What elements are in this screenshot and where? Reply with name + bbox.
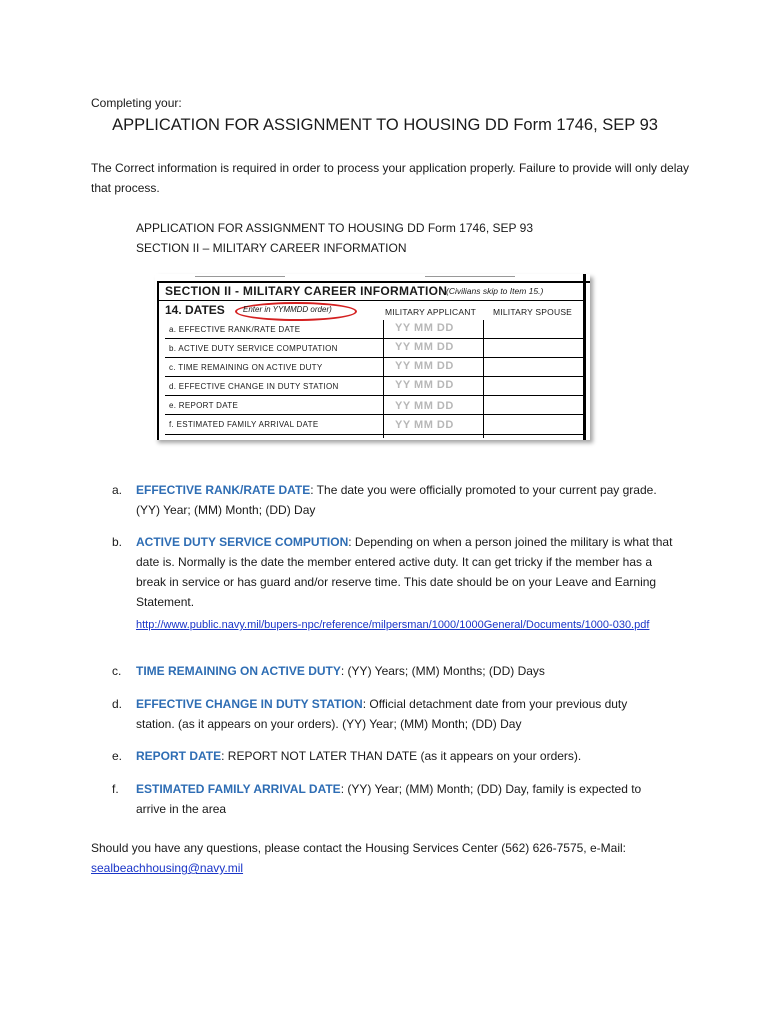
list-item bbox=[136, 661, 676, 681]
item-text: : Depending on when a person joined the military is what that date is. Normally is the date the member entered active duty. It can get tricky if the member has a break in service or has guard and/or reserve time. This date should be on your Leave and Earning Statement. bbox=[136, 535, 673, 609]
list-marker: a. bbox=[112, 483, 123, 497]
form-row-label: a. EFFECTIVE RANK/RATE DATE bbox=[169, 325, 301, 334]
contact-text: Should you have any questions, please contact the Housing Services Center (562) 626-7575, e-Mail: bbox=[91, 841, 626, 855]
faded-field-line bbox=[425, 274, 515, 277]
form-item-label: 14. DATES bbox=[165, 303, 225, 317]
form-row-label: d. EFFECTIVE CHANGE IN DUTY STATION bbox=[169, 382, 339, 391]
email-link[interactable]: sealbeachhousing@navy.mil bbox=[91, 861, 244, 875]
subheading-section: SECTION II – MILITARY CAREER INFORMATION bbox=[136, 241, 407, 255]
list-item bbox=[136, 746, 676, 766]
list-marker: b. bbox=[112, 535, 123, 549]
milpersman-link[interactable]: http://www.public.navy.mil/bupers-npc/reference/milpersman/1000/1000General/Documents/1000-030.pdf bbox=[136, 619, 650, 631]
faded-field-line bbox=[195, 274, 285, 277]
item-text: : (YY) Year; (MM) Month; (DD) Day, family is expected to arrive in the area bbox=[136, 782, 642, 816]
list-item bbox=[136, 480, 676, 520]
form-section-title: SECTION II - MILITARY CAREER INFORMATION bbox=[165, 284, 448, 298]
form-row-line bbox=[165, 434, 585, 435]
list-marker: f. bbox=[112, 782, 119, 796]
form-row-value: YY MM DD bbox=[395, 400, 454, 412]
form-excerpt-image bbox=[155, 274, 590, 440]
item-text: : Official detachment date from your previous duty station. (as it appears on your orders). (YY) Year; (MM) Month; (DD) Day bbox=[136, 697, 628, 731]
form-row-line bbox=[165, 357, 585, 358]
subheading-form: APPLICATION FOR ASSIGNMENT TO HOUSING DD Form 1746, SEP 93 bbox=[136, 221, 533, 235]
item-text: : The date you were officially promoted to your current pay grade. (YY) Year; (MM) Month; (DD) Day bbox=[136, 483, 657, 517]
form-section-note: (Civilians skip to Item 15.) bbox=[446, 286, 544, 296]
contact-paragraph bbox=[91, 838, 691, 878]
item-term: ESTIMATED FAMILY ARRIVAL DATE bbox=[136, 782, 341, 796]
list-marker: e. bbox=[112, 749, 123, 763]
form-row-line bbox=[165, 414, 585, 415]
item-term: REPORT DATE bbox=[136, 749, 222, 763]
item-term: EFFECTIVE CHANGE IN DUTY STATION bbox=[136, 697, 363, 711]
form-row-label: e. REPORT DATE bbox=[169, 401, 239, 410]
document-title: APPLICATION FOR ASSIGNMENT TO HOUSING DD Form 1746, SEP 93 bbox=[112, 116, 658, 134]
list-marker: d. bbox=[112, 697, 123, 711]
item-text: : REPORT NOT LATER THAN DATE (as it appears on your orders). bbox=[221, 749, 582, 763]
item-term: ACTIVE DUTY SERVICE COMPUTION bbox=[136, 535, 349, 549]
list-item bbox=[136, 532, 676, 635]
item-term: EFFECTIVE RANK/RATE DATE bbox=[136, 483, 311, 497]
list-marker: c. bbox=[112, 664, 122, 678]
form-row-value: YY MM DD bbox=[395, 341, 454, 353]
list-item bbox=[136, 694, 656, 734]
item-text: : (YY) Years; (MM) Months; (DD) Days bbox=[340, 664, 545, 678]
form-row-label: b. ACTIVE DUTY SERVICE COMPUTATION bbox=[169, 344, 338, 353]
form-row-line bbox=[165, 376, 585, 377]
form-row-value: YY MM DD bbox=[395, 322, 454, 334]
col-military-spouse: MILITARY SPOUSE bbox=[493, 307, 573, 317]
form-row-label: f. ESTIMATED FAMILY ARRIVAL DATE bbox=[169, 420, 319, 429]
col-military-applicant: MILITARY APPLICANT bbox=[385, 307, 476, 317]
form-row-value: YY MM DD bbox=[395, 379, 454, 391]
form-divider bbox=[159, 300, 585, 301]
form-row-value: YY MM DD bbox=[395, 360, 454, 372]
form-item-note: Enter in YYMMDD order) bbox=[243, 305, 332, 314]
intro-text: Completing your: bbox=[91, 96, 182, 110]
form-row-line bbox=[165, 395, 585, 396]
item-term: TIME REMAINING ON ACTIVE DUTY bbox=[136, 664, 341, 678]
description-paragraph: The Correct information is required in order to process your application properly. Failure to provide will only delay that process. bbox=[91, 161, 690, 195]
list-item bbox=[136, 779, 661, 819]
form-row-line bbox=[165, 338, 585, 339]
form-row-value: YY MM DD bbox=[395, 419, 454, 431]
form-row-label: c. TIME REMAINING ON ACTIVE DUTY bbox=[169, 363, 323, 372]
